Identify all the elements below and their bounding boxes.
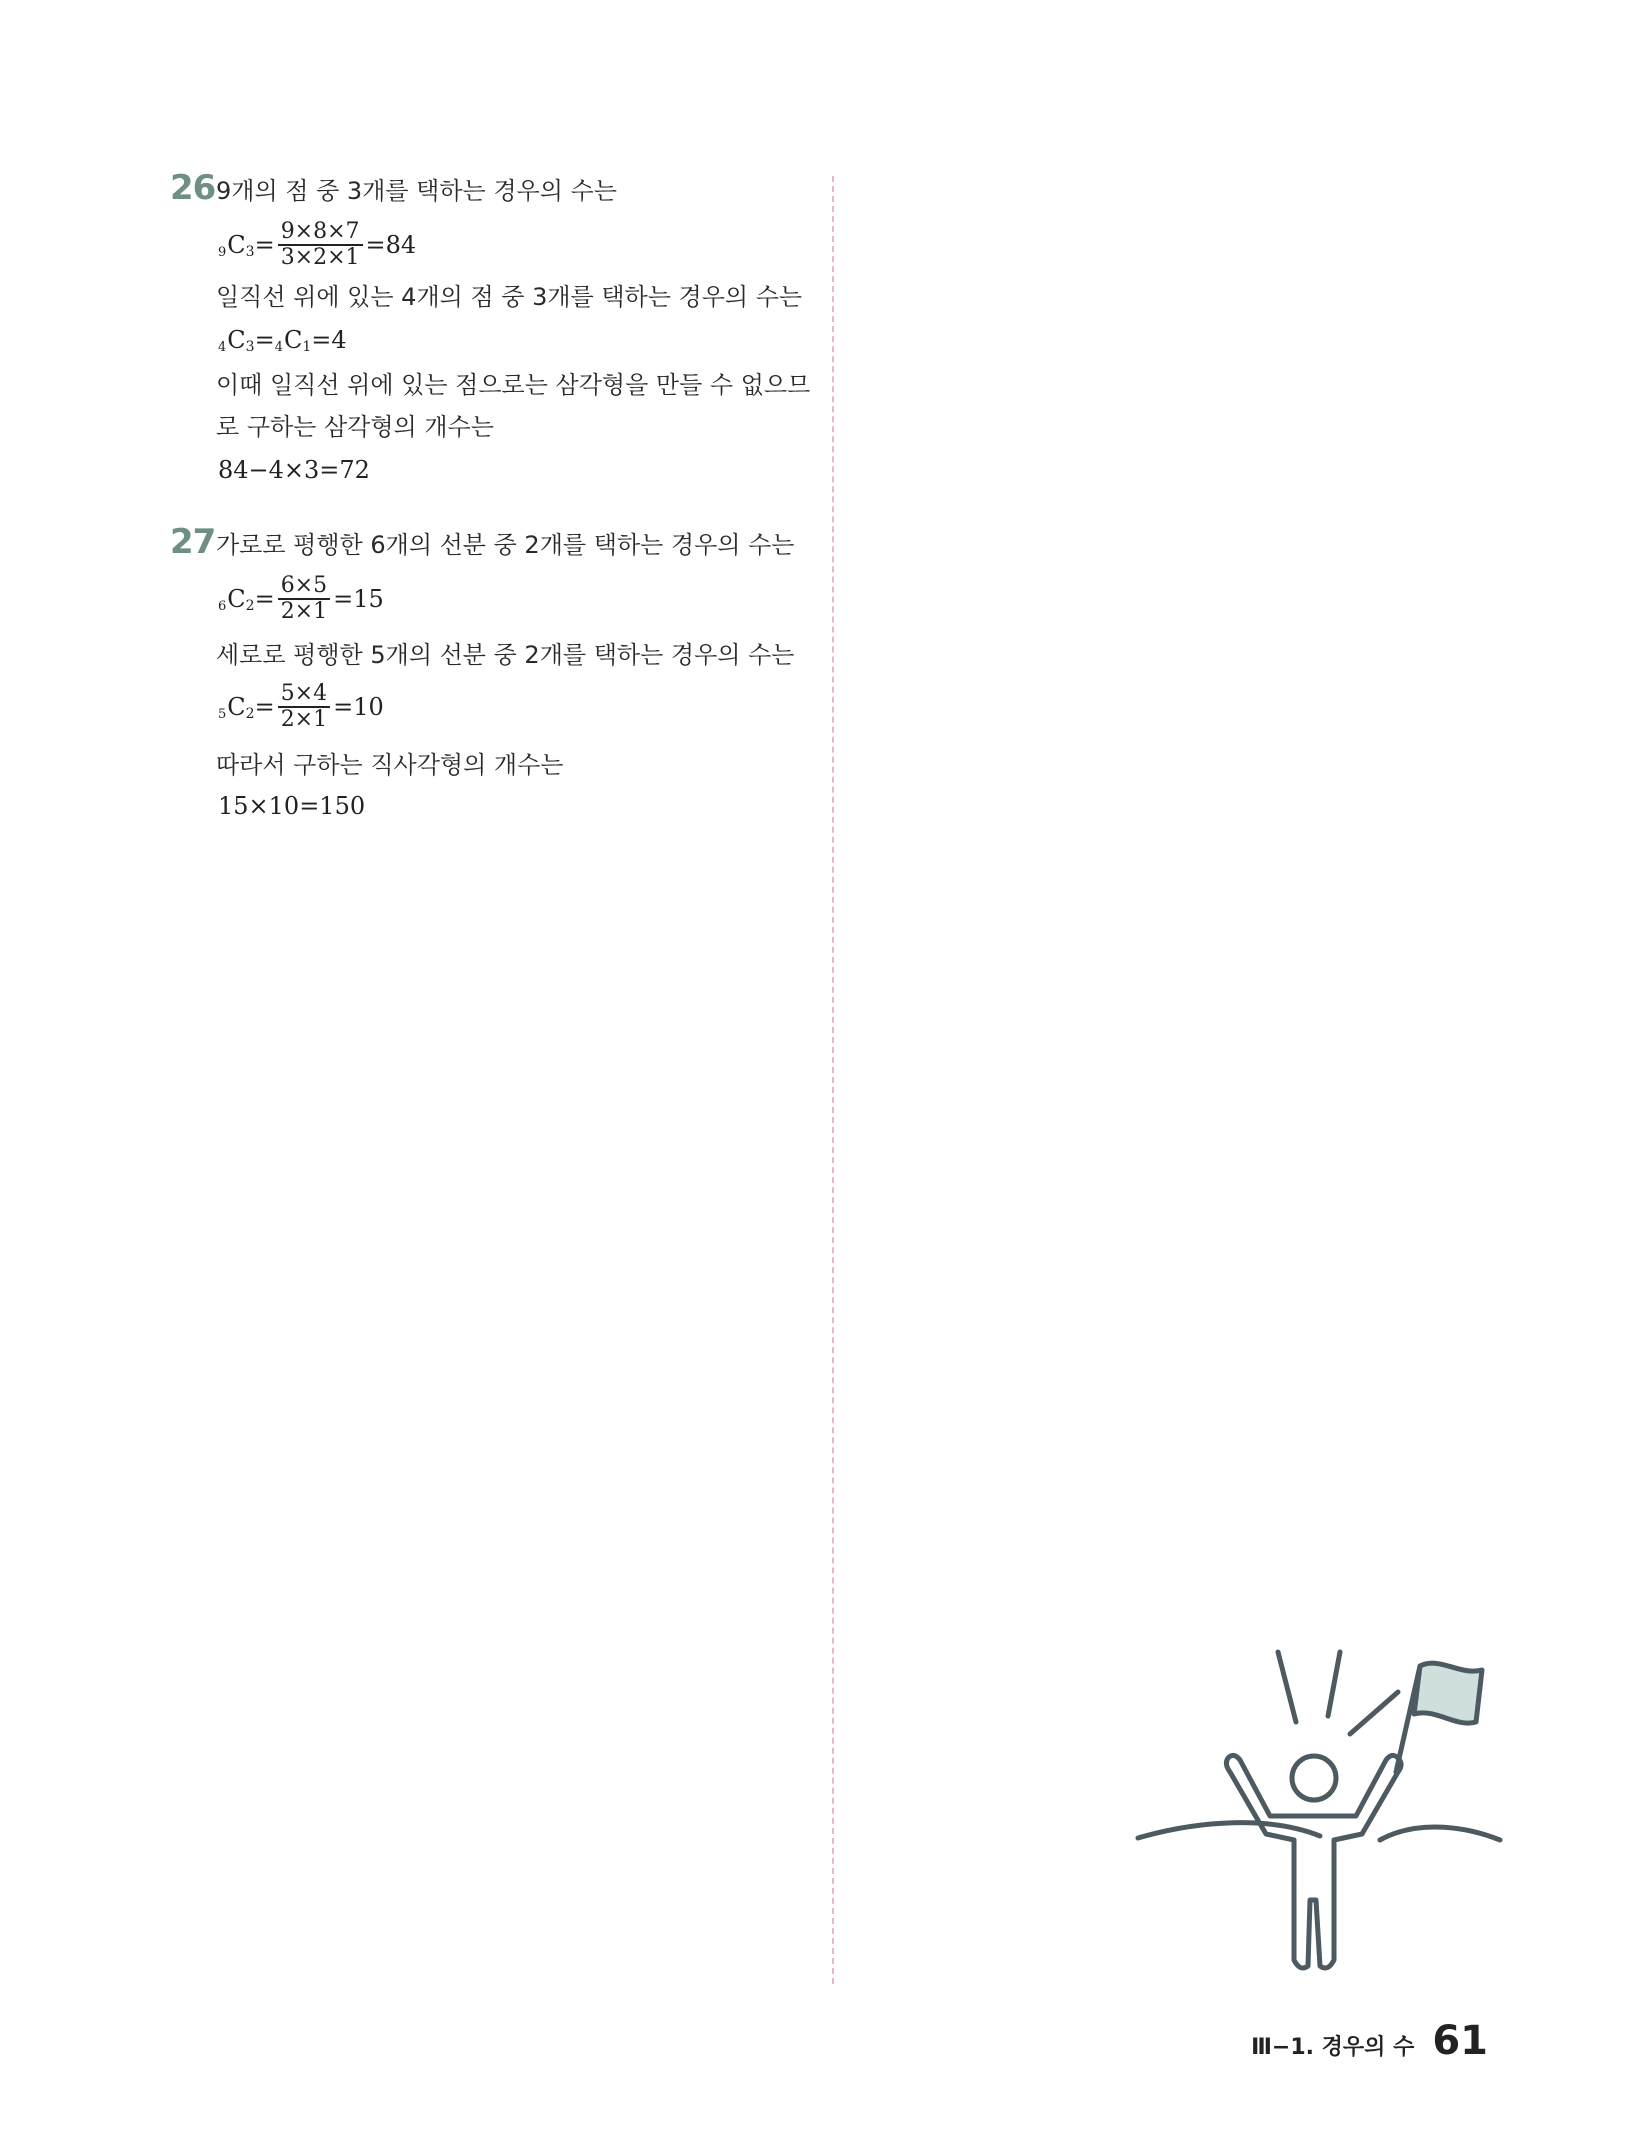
column-divider <box>832 176 834 1984</box>
fraction: $\frac{9\times 8\times 7}{3\times 2\times 1}$ <box>278 220 363 270</box>
explanation-text: 세로로 평행한 5개의 선분 중 2개를 택하는 경우의 수는 <box>216 641 795 669</box>
combination-calc: 4 C 3 = 4 C 1 =4 <box>218 326 347 355</box>
fraction: $\frac{5\times 4}{2\times 1}$ <box>278 682 330 732</box>
combination-calc: 6 C 2 = $\frac{6\times 5}{2\times 1}$ =15 <box>218 573 384 624</box>
problem-number: 27 <box>170 522 216 562</box>
combination-calc: 9 C 3 = $\frac{9\times 8\times 7}{3\times 2\times 1}$ =84 <box>218 219 417 270</box>
combination-calc: 5 C 2 = $\frac{5\times 4}{2\times 1}$ =10 <box>218 681 384 732</box>
page-footer <box>1251 2018 1488 2064</box>
explanation-text: 일직선 위에 있는 4개의 점 중 3개를 택하는 경우의 수는 <box>216 283 803 311</box>
chapter-label: Ⅲ−1. 경우의 수 <box>1251 2035 1415 2060</box>
explanation-text: 따라서 구하는 직사각형의 개수는 <box>216 751 564 779</box>
final-answer: 15×10=150 <box>218 792 366 820</box>
problem-intro: 가로로 평행한 6개의 선분 중 2개를 택하는 경우의 수는 <box>216 531 795 559</box>
page-number: 61 <box>1432 2018 1488 2064</box>
fraction: $\frac{6\times 5}{2\times 1}$ <box>278 574 330 624</box>
explanation-text: 이때 일직선 위에 있는 점으로는 삼각형을 만들 수 없으므 <box>216 371 811 399</box>
final-answer: 84−4×3=72 <box>218 456 370 484</box>
problem-number: 26 <box>170 168 216 208</box>
problem-intro: 9개의 점 중 3개를 택하는 경우의 수는 <box>216 177 617 205</box>
explanation-text: 로 구하는 삼각형의 개수는 <box>216 413 494 441</box>
person-with-flag-icon <box>1130 1640 1510 2004</box>
